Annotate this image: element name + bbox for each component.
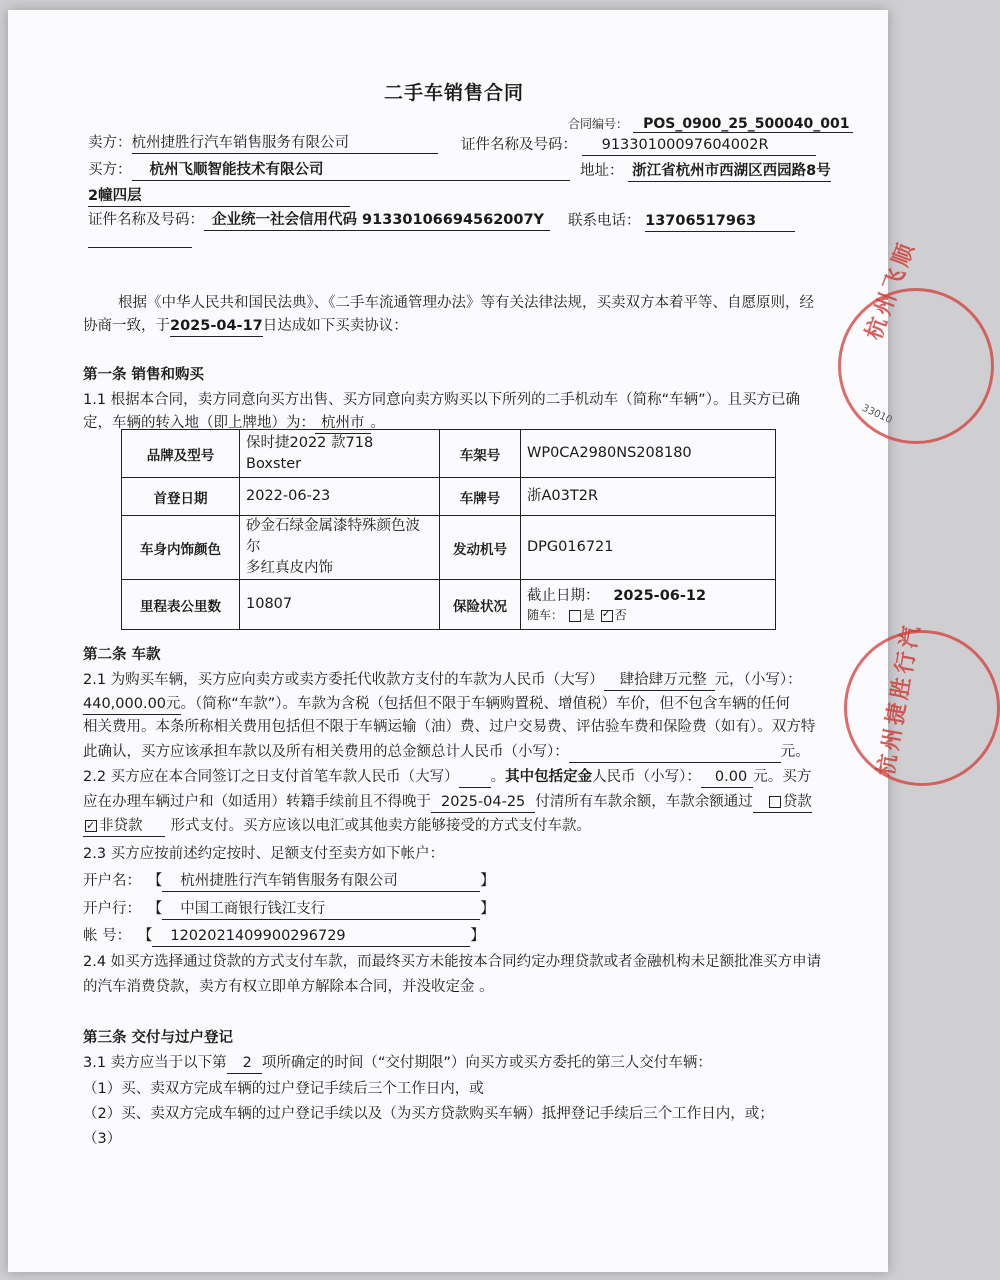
account-number-value: 1202021409900296729 xyxy=(152,926,470,947)
article-1-line-1: 1.1 根据本合同，卖方同意向买方出售、买方同意向卖方购买以下所列的二手机动车（简称“车辆”）。且买方已确 xyxy=(83,392,800,408)
account-number-label: 帐 号： xyxy=(83,928,132,944)
art2-text-5b: 。 xyxy=(490,769,506,785)
payment-method-nonloan xyxy=(83,816,165,837)
account-name-row: 开户名： 【 杭州捷胜行汽车销售服务有限公司 】 xyxy=(83,871,495,892)
color-line-1: 砂金石绿金属漆特殊颜色波尔 xyxy=(246,518,420,555)
buyer-address-row xyxy=(580,161,831,182)
article-2-line-3: 相关费用。本条所称相关费用包括但不限于车辆运输（油）费、过户交易费、评估验车费和保险费（如有）。双方特 xyxy=(83,719,816,735)
deposit-amount: 0.00 xyxy=(701,767,753,788)
payment-deadline: 2025-04-25 xyxy=(431,792,535,813)
art3-text-1a: 3.1 卖方应当于以下第 xyxy=(83,1055,227,1071)
article-2-line-4 xyxy=(83,742,810,763)
art2-text-7b: 形式支付。买方应该以电汇或其他卖方能够接受的方式支付车款。 xyxy=(170,818,591,834)
buyer-phone-value: 13706517963 xyxy=(645,211,795,232)
nonloan-label: 非贷款 xyxy=(99,818,143,834)
agreement-date: 2025-04-17 xyxy=(170,316,263,337)
buyer-phone-label: 联系电话： xyxy=(568,213,641,229)
article-2-line-6 xyxy=(83,792,812,813)
deposit-bold: 其中包括定金 xyxy=(505,769,593,785)
checkbox-loan xyxy=(769,796,781,808)
insurance-expiry-label: 截止日期： xyxy=(527,588,600,604)
art2-text-4-end: 元。 xyxy=(780,744,810,760)
art2-text-4: 此确认，买方应该承担车款以及所有相关费用的总金额总计人民币（小写）： xyxy=(83,744,569,760)
color-label: 车身内饰颜色 xyxy=(122,516,240,580)
art2-text-5d: 元。买方 xyxy=(753,769,812,785)
buyer-address-cont-value: 2幢四层 xyxy=(88,186,350,207)
contract-number-row xyxy=(568,113,853,133)
buyer-id-value: 企业统一社会信用代码 91330106694562007Y xyxy=(204,210,550,231)
seller-name: 杭州捷胜行汽车销售服务有限公司 xyxy=(132,133,438,154)
plate-label: 车牌号 xyxy=(440,478,521,516)
seller-id-row xyxy=(461,135,816,156)
article-2-heading: 第二条 车款 xyxy=(83,647,161,663)
mileage-label: 里程表公里数 xyxy=(122,580,240,630)
no-label: 否 xyxy=(614,608,627,622)
article-3-line-1 xyxy=(83,1053,712,1074)
article-3-line-2: （1）买、卖双方完成车辆的过户登记手续后三个工作日内，或 xyxy=(83,1081,484,1097)
color-value xyxy=(240,516,440,580)
vehicle-table xyxy=(121,429,776,630)
table-row xyxy=(122,430,776,478)
total-amount-blank xyxy=(569,742,781,763)
bank-label: 开户行： xyxy=(83,901,141,917)
engine-label: 发动机号 xyxy=(440,516,521,580)
seller-id-value: 91330100097604002R xyxy=(582,135,816,156)
vin-value: WP0CA2980NS208180 xyxy=(521,430,776,478)
article-3-line-3: （2）买、卖双方完成车辆的过户登记手续以及（为买方贷款购买车辆）抵押登记手续后三个工作日内，或； xyxy=(83,1106,774,1122)
seal-top-code: 33010 xyxy=(860,402,894,427)
delivery-item-number: 2 xyxy=(227,1053,262,1074)
checkbox-nonloan xyxy=(85,820,97,832)
art2-text-2b: 。（简称“车款”）。车款为含税（包括但不限于车辆购置税、增值税）车价，但不包含车辆的任何 xyxy=(180,696,791,712)
buyer-phone-row xyxy=(568,211,795,232)
art2-text-1b: 元，（小写）： xyxy=(714,672,802,688)
article-2-line-8: 2.3 买方应按前述约定按时、足额支付至卖方如下帐户： xyxy=(83,846,445,862)
engine-value: DPG016721 xyxy=(521,516,776,580)
insurance-follow-label: 随车： xyxy=(527,608,564,622)
buyer-id-row xyxy=(88,210,550,231)
art2-text-5c: 人民币（小写）： xyxy=(592,769,701,785)
amount-chinese: 肆拾肆万元整 xyxy=(604,670,715,691)
account-name-label: 开户名： xyxy=(83,873,141,889)
contract-number-label: 合同编号： xyxy=(568,117,629,131)
intro-line-2 xyxy=(83,316,408,337)
checkbox-no xyxy=(601,610,613,622)
article-1-heading: 第一条 销售和购买 xyxy=(83,367,205,383)
payment-method-loan xyxy=(753,792,812,813)
document-title: 二手车销售合同 xyxy=(384,82,525,104)
reg-date-label: 首登日期 xyxy=(122,478,240,516)
article-2-line-7 xyxy=(83,816,591,837)
article-2-line-2 xyxy=(83,694,790,715)
insurance-expiry xyxy=(527,586,769,607)
account-number-row: 帐 号： 【 1202021409900296729 】 xyxy=(83,926,485,947)
art1-text-b: 。 xyxy=(370,415,385,431)
contract-number-value: POS_0900_25_500040_001 xyxy=(633,116,853,133)
table-row xyxy=(122,478,776,516)
contract-page xyxy=(8,10,926,1272)
transfer-city: 杭州市 xyxy=(315,413,371,434)
seller-company-seal xyxy=(844,620,1000,786)
bank-row: 开户行： 【 中国工商银行钱江支行 】 xyxy=(83,899,495,920)
seller-id-label: 证件名称及号码： xyxy=(461,137,577,153)
article-3-heading: 第三条 交付与过户登记 xyxy=(83,1030,234,1046)
seller-label: 卖方： xyxy=(88,135,132,151)
seal-bottom-text: 杭州捷胜行汽 xyxy=(873,620,926,779)
article-2-line-5 xyxy=(83,767,811,788)
article-2-line-1 xyxy=(83,670,802,691)
reg-date-value: 2022-06-23 xyxy=(240,478,440,516)
account-name-value: 杭州捷胜行汽车销售服务有限公司 xyxy=(162,871,480,892)
blank-line xyxy=(88,247,192,248)
color-line-2: 多红真皮内饰 xyxy=(246,560,333,576)
seal-top-text: 杭州飞顺 xyxy=(861,236,921,344)
insurance-label: 保险状况 xyxy=(440,580,521,630)
buyer-address-cont xyxy=(88,186,350,207)
amount-number: 440,000.00元 xyxy=(83,694,181,715)
article-2-line-9: 2.4 如买方选择通过贷款的方式支付车款，而最终买方未能按本合同约定办理贷款或者金融机构未足额批准买方申请 xyxy=(83,954,822,970)
intro-text-b: 日达成如下买卖协议： xyxy=(262,318,408,334)
buyer-address-label: 地址： xyxy=(580,163,624,179)
vin-label: 车架号 xyxy=(440,430,521,478)
insurance-follow xyxy=(527,607,769,623)
plate-value: 浙A03T2R xyxy=(521,478,776,516)
art3-text-1b: 项所确定的时间（“交付期限”）向买方或买方委托的第三人交付车辆： xyxy=(261,1055,712,1071)
checkbox-yes xyxy=(569,610,581,622)
brand-line-1: 保时捷2022 款718 xyxy=(246,434,374,451)
art2-text-6b: 付清所有车款余额，车款余额通过 xyxy=(535,794,753,810)
seller-row xyxy=(88,133,438,154)
intro-text-a: 协商一致，于 xyxy=(83,318,170,334)
intro-line-1: 根据《中华人民共和国民法典》、《二手车流通管理办法》等有关法律法规，买卖双方本着平等、自愿原则，经 xyxy=(118,295,814,311)
brand-line-2: Boxster xyxy=(246,455,302,472)
article-3-line-4: （3） xyxy=(83,1131,122,1147)
buyer-row xyxy=(88,160,570,181)
buyer-address-value: 浙江省杭州市西湖区西园路8号 xyxy=(628,161,831,182)
loan-label: 贷款 xyxy=(782,794,812,810)
bank-value: 中国工商银行钱江支行 xyxy=(162,899,480,920)
insurance-expiry-date: 2025-06-12 xyxy=(613,588,707,604)
article-2-line-10: 的汽车消费贷款，卖方有权立即单方解除本合同，并没收定金 。 xyxy=(83,979,494,995)
art1-text-a: 定，车辆的转入地（即上牌地）为： xyxy=(83,415,315,431)
insurance-value xyxy=(521,580,776,630)
buyer-name: 杭州飞顺智能技术有限公司 xyxy=(132,160,570,181)
brand-label: 品牌及型号 xyxy=(122,430,240,478)
brand-value xyxy=(240,430,440,478)
art2-text-6a: 应在办理车辆过户和（如适用）转籍手续前且不得晚于 xyxy=(83,794,431,810)
mileage-value: 10807 xyxy=(240,580,440,630)
buyer-label: 买方： xyxy=(88,162,132,178)
first-payment-blank xyxy=(459,767,491,788)
table-row xyxy=(122,580,776,630)
art2-text-5a: 2.2 买方应在本合同签订之日支付首笔车款人民币（大写） xyxy=(83,769,459,785)
buyer-id-label: 证件名称及号码： xyxy=(88,212,204,228)
art2-text-1a: 2.1 为购买车辆，买方应向卖方或卖方委托代收款方支付的车款为人民币（大写） xyxy=(83,672,604,688)
yes-label: 是 xyxy=(582,608,595,622)
table-row xyxy=(122,516,776,580)
buyer-company-seal xyxy=(838,236,994,444)
